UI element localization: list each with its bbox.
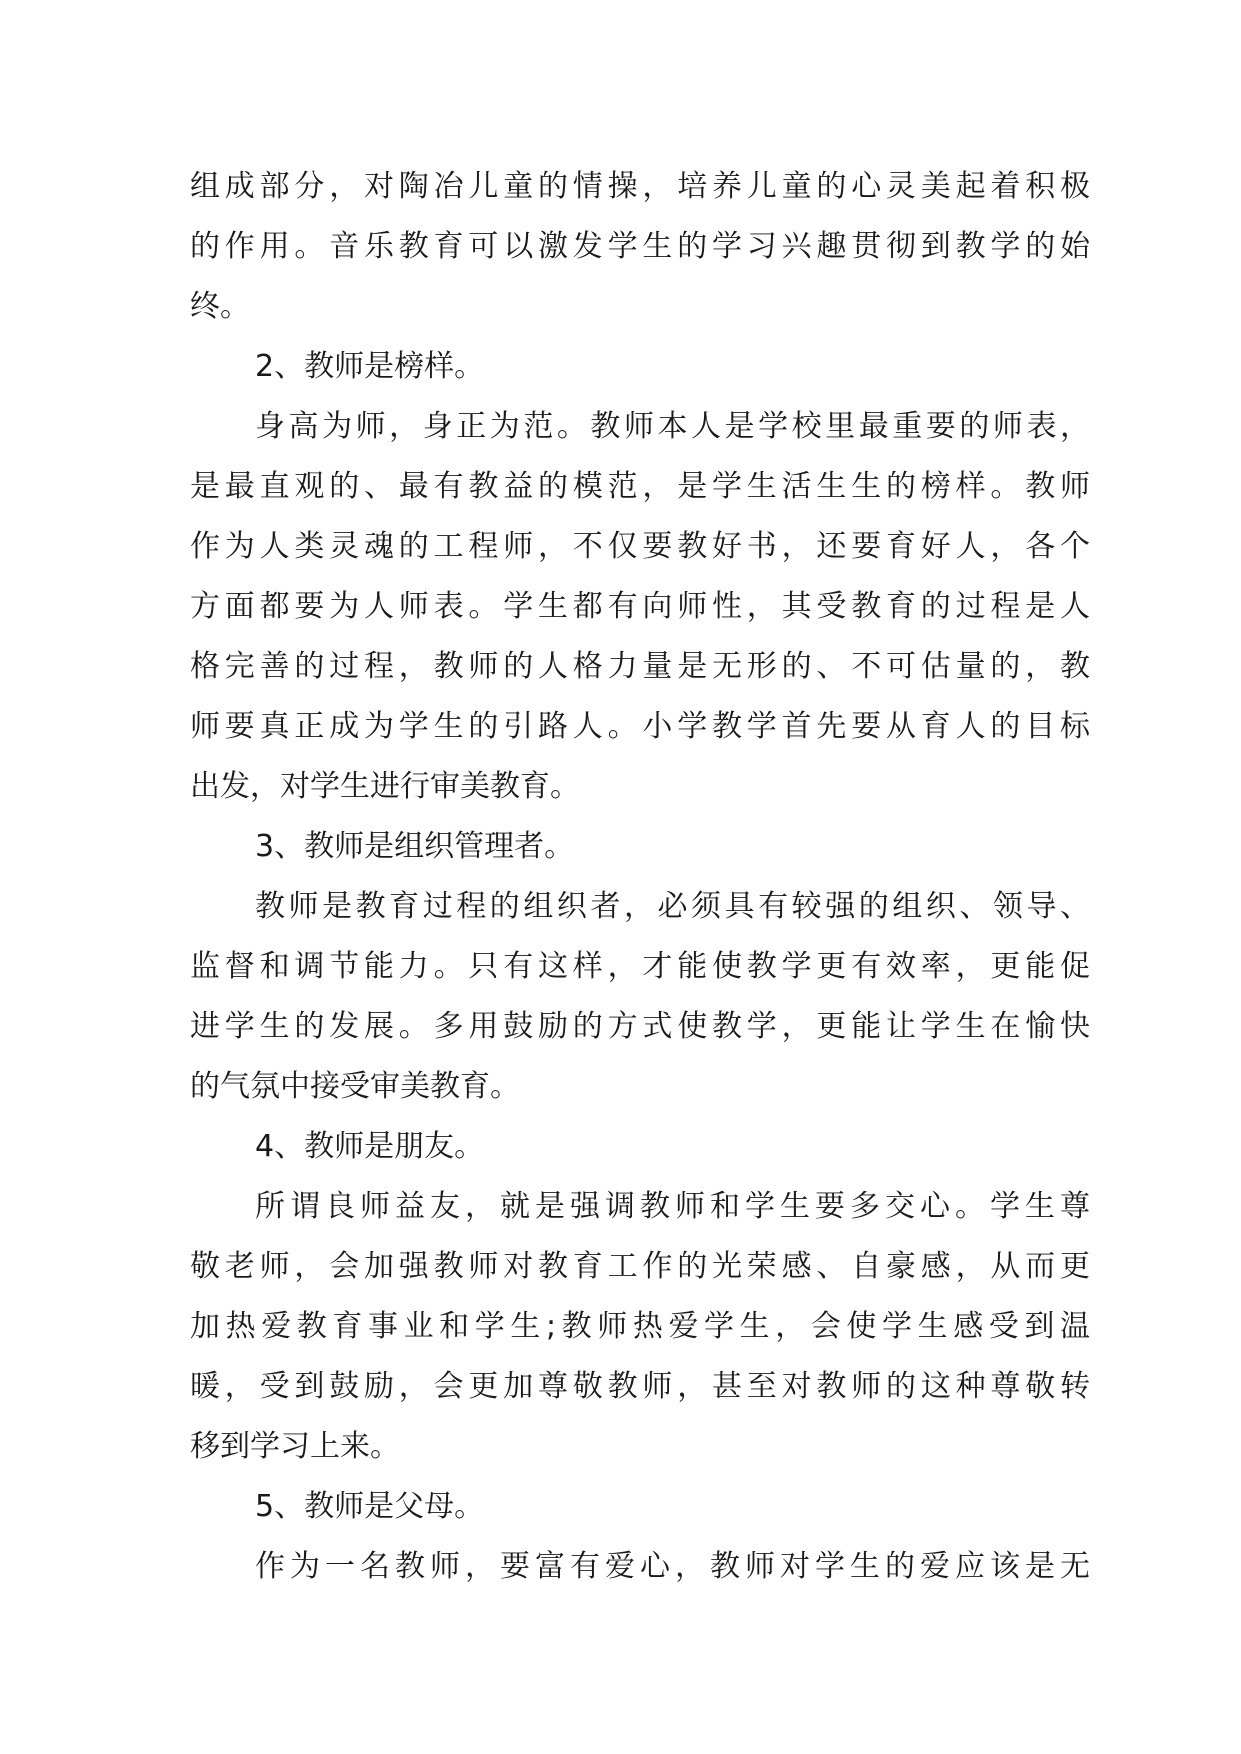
text-line: 作为一名教师，要富有爱心，教师对学生的爱应该是无: [255, 1549, 1090, 1584]
text-line: 终。: [190, 289, 250, 324]
text-line: 暖，受到鼓励，会更加尊敬教师，甚至对教师的这种尊敬转: [190, 1369, 1090, 1404]
text-line: 所谓良师益友，就是强调教师和学生要多交心。学生尊: [255, 1189, 1090, 1224]
text-line: 是最直观的、最有教益的模范，是学生活生生的榜样。教师: [190, 469, 1090, 504]
section-heading: 5、教师是父母。: [255, 1489, 485, 1524]
text-line: 加热爱教育事业和学生;教师热爱学生，会使学生感受到温: [190, 1309, 1090, 1344]
text-line: 监督和调节能力。只有这样，才能使教学更有效率，更能促: [190, 949, 1090, 984]
text-line: 出发，对学生进行审美教育。: [190, 769, 580, 804]
section-heading: 2、教师是榜样。: [255, 349, 485, 384]
text-line: 教师是教育过程的组织者，必须具有较强的组织、领导、: [255, 889, 1090, 924]
text-line: 敬老师，会加强教师对教育工作的光荣感、自豪感，从而更: [190, 1249, 1090, 1284]
text-line: 移到学习上来。: [190, 1429, 400, 1464]
text-line: 师要真正成为学生的引路人。小学教学首先要从育人的目标: [190, 709, 1090, 744]
text-line: 身高为师，身正为范。教师本人是学校里最重要的师表，: [255, 409, 1090, 444]
text-line: 方面都要为人师表。学生都有向师性，其受教育的过程是人: [190, 589, 1090, 624]
text-line: 的作用。音乐教育可以激发学生的学习兴趣贯彻到教学的始: [190, 229, 1090, 264]
text-line: 格完善的过程，教师的人格力量是无形的、不可估量的，教: [190, 649, 1090, 684]
text-line: 进学生的发展。多用鼓励的方式使教学，更能让学生在愉快: [190, 1009, 1090, 1044]
section-heading: 4、教师是朋友。: [255, 1129, 485, 1164]
section-heading: 3、教师是组织管理者。: [255, 829, 575, 864]
text-line: 的气氛中接受审美教育。: [190, 1069, 520, 1104]
text-line: 组成部分，对陶冶儿童的情操，培养儿童的心灵美起着积极: [190, 169, 1090, 204]
text-line: 作为人类灵魂的工程师，不仅要教好书，还要育好人，各个: [190, 529, 1090, 564]
